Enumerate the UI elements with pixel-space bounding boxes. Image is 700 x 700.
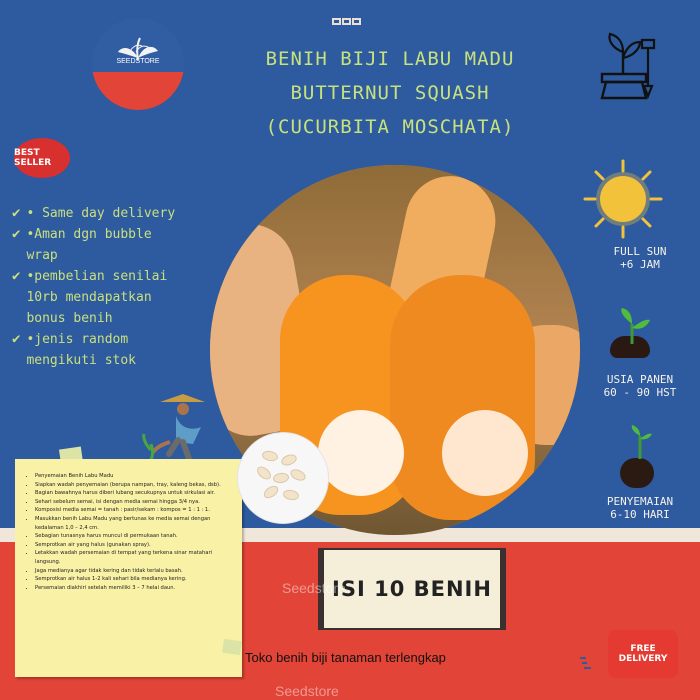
- feature-item: [12, 329, 187, 371]
- check-icon: ✔: [12, 205, 21, 221]
- seed-count-box: [318, 548, 506, 630]
- seed-icon: [272, 472, 289, 484]
- check-icon: ✔: [12, 226, 21, 242]
- feature-list: [12, 203, 187, 371]
- top-dots-icon: [332, 10, 368, 18]
- shop-tagline: Toko benih biji tanaman terlengkap: [245, 650, 446, 665]
- feature-item: [12, 224, 187, 266]
- seed-cavity-right: [442, 410, 528, 496]
- instruction-item: • Siapkan wadah penyemaian (berupa nampan, tray, kaleng bekas, dsb).: [35, 481, 234, 490]
- seedstore-logo: [92, 18, 184, 110]
- instruction-note: [15, 459, 242, 677]
- tape-bottom: [222, 639, 242, 655]
- watermark-bottom: Seedstore: [275, 683, 339, 699]
- instruction-item: • Persemaian diakhiri setelah memiliki 3 – 7 helai daun.: [35, 584, 234, 593]
- seed-icon: [261, 449, 279, 462]
- seed-count-label: ISI 10 BENIH: [332, 577, 492, 601]
- instruction-item: • Sebagian tunasnya harus muncul di permukaan tanah.: [35, 532, 234, 541]
- instruction-item: • Semprotkan air halus 1-2 kali sehari bila medianya kering.: [35, 575, 234, 584]
- feature-item: [12, 266, 187, 329]
- instruction-item: • Penyemaian Benih Labu Madu: [35, 472, 234, 481]
- plant-pot-icon: [584, 30, 664, 106]
- seed-plate: [237, 432, 329, 524]
- feature-item: [12, 203, 187, 224]
- check-icon: ✔: [12, 268, 21, 284]
- sun-requirement-label: FULL SUN +6 JAM: [613, 245, 667, 271]
- seed-icon: [255, 464, 274, 482]
- feature-text: •pembelian senilai 10rb mendapatkan bonus benih: [26, 269, 168, 326]
- feature-text: •Aman dgn bubble wrap: [26, 227, 152, 263]
- instruction-item: • Jaga medianya agar tidak kering dan tidak terlalu basah.: [35, 567, 234, 576]
- seed-cavity-left: [318, 410, 404, 496]
- instruction-item: • Bagian bawahnya harus diberi lubang secukupnya untuk sirkulasi air.: [35, 489, 234, 498]
- seed-icon: [282, 489, 299, 502]
- sowing-time-label: PENYEMAIAN 6-10 HARI: [606, 495, 674, 521]
- seed-icon: [262, 483, 281, 500]
- feature-text: • Same day delivery: [26, 206, 176, 221]
- best-seller-badge: BEST SELLER: [14, 138, 70, 178]
- instruction-item: • Komposisi media semai = tanah : pasir/sekam : kompos = 1 : 1 : 1.: [35, 506, 234, 515]
- sun-rays-icon: [583, 159, 663, 239]
- seed-icon: [289, 467, 308, 483]
- sprout-icon: [621, 422, 661, 462]
- feature-text: •jenis random mengikuti stok: [26, 332, 137, 368]
- title-line-2: BUTTERNUT SQUASH: [290, 82, 490, 104]
- instruction-item: • Letakkan wadah persemaian di tempat yang terkena sinar matahari langsung.: [35, 549, 234, 566]
- delivery-truck-icon: [580, 654, 608, 672]
- instruction-item: • Sehari sebelum semai, isi dengan media semai hingga 3/4 nya.: [35, 498, 234, 507]
- instruction-item: • Semprotkan air yang halus (gunakan spray).: [35, 541, 234, 550]
- title-line-1: BENIH BIJI LABU MADU: [265, 48, 515, 70]
- logo-text: SEEDSTORE: [116, 58, 160, 65]
- free-delivery-badge: FREE DELIVERY: [608, 630, 678, 678]
- check-icon: ✔: [12, 331, 21, 347]
- harvest-age-label: USIA PANEN 60 - 90 HST: [603, 373, 677, 399]
- instruction-item: • Masukkan benih Labu Madu yang bertunas ke media semai dengan kedalaman 1,0 – 2,4 cm.: [35, 515, 234, 532]
- title-line-3: (CUCURBITA MOSCHATA): [265, 116, 515, 138]
- watermark-top: Seedstore: [282, 580, 346, 596]
- seed-icon: [280, 453, 298, 468]
- seedling-icon: [612, 306, 656, 350]
- seed-soil-icon: [620, 458, 654, 488]
